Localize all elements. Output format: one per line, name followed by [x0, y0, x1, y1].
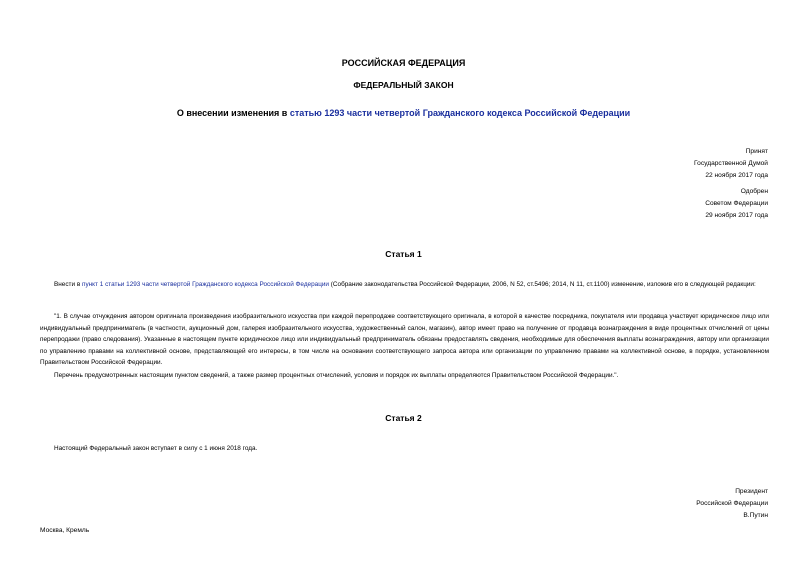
article-1-p1-prefix: Внести в — [54, 281, 82, 288]
law-title-prefix: О внесении изменения в — [176, 108, 290, 118]
signature-line-2: Российской Федерации — [696, 500, 768, 507]
accepted-block — [694, 146, 768, 182]
approved-line-1: Одобрен — [740, 188, 768, 195]
law-title-link[interactable]: статью 1293 части четвертой Гражданского кодекса Российской Федерации — [289, 108, 631, 118]
article-1-paragraph-3: Перечень предусмотренных настоящим пунктом сведений, а также размер процентных отчислений, условия и порядок их выплаты определяются Правительством Российской Федерации.". — [54, 372, 619, 379]
signing-place: Москва, Кремль — [40, 527, 90, 534]
accepted-line-1: Принят — [745, 148, 768, 155]
article-1-paragraph-1 — [40, 279, 769, 291]
approved-line-2: Советом Федерации — [705, 200, 768, 207]
approved-date: 29 ноября 2017 года — [705, 212, 768, 219]
signature-block — [696, 486, 768, 522]
doc-type-heading: ФЕДЕРАЛЬНЫЙ ЗАКОН — [353, 80, 454, 90]
article-1-paragraph-2: "1. В случае отчуждения автором оригинала произведения изобразительного искусства при каждой перепродаже соответствующего оригинала, в которой в качестве посредника, покупателя или продавца участвует юридическое лицо или индивидуальный предприниматель (в частности, аукционный дом, галерея изобразительного искусства, художественный салон, магазин), автор имеет право на получение от продавца вознаграждения в виде процентных отчислений от цены перепродажи (право следования). Указанные в настоящем пункте юридическое лицо или индивидуальный предприниматель обязаны предоставлять сведения, необходимые для обеспечения выплаты вознаграждения, автору или организации по управлению правами на коллективной основе, представляющей его интересы, в том числе на основании соответствующего запроса автора или организации по управлению правами на коллективной основе, в порядке, установленном Правительством Российской Федерации. — [40, 313, 769, 366]
article-1-title: Статья 1 — [385, 249, 422, 259]
signature-line-1: Президент — [735, 488, 768, 495]
accepted-date: 22 ноября 2017 года — [705, 172, 768, 179]
article-1-p1-link[interactable]: пункт 1 статьи 1293 части четвертой Гражданского кодекса Российской Федерации — [81, 281, 330, 288]
article-1-p1-suffix: (Собрание законодательства Российской Федерации, 2006, N 52, ст.5496; 2014, N 11, ст.1100) изменение, изложив его в следующей редакции: — [329, 281, 756, 288]
article-2-paragraph-1: Настоящий Федеральный закон вступает в силу с 1 июня 2018 года. — [54, 445, 258, 452]
accepted-line-2: Государственной Думой — [694, 160, 768, 167]
approved-block — [705, 186, 768, 222]
country-heading: РОССИЙСКАЯ ФЕДЕРАЦИЯ — [341, 58, 466, 68]
signature-name: В.Путин — [743, 512, 768, 519]
article-2-title: Статья 2 — [385, 413, 422, 423]
law-title — [40, 108, 767, 118]
